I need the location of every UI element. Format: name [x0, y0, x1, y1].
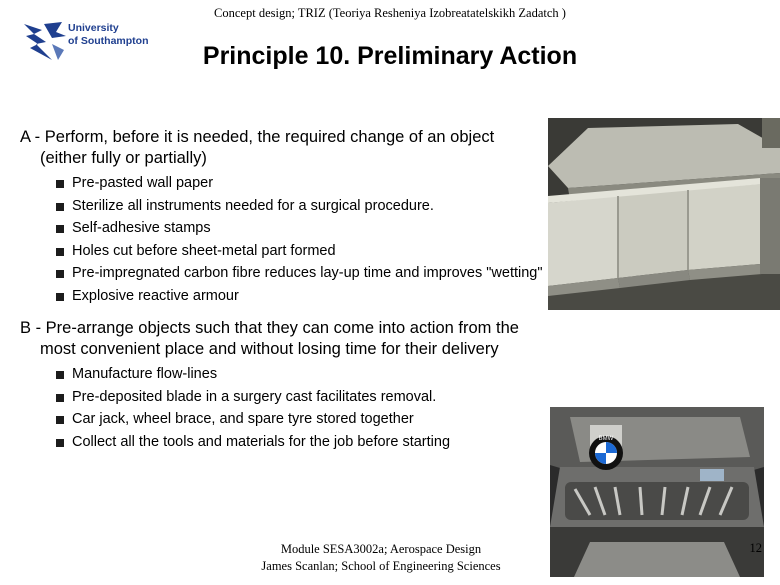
- bullet-square-icon: [56, 180, 64, 188]
- bmw-badge-text: BMW: [598, 436, 614, 442]
- section-b-heading-line2: most convenient place and without losing time for their delivery: [40, 340, 499, 358]
- bullet-square-icon: [56, 203, 64, 211]
- reactive-armour-photo: [548, 118, 780, 310]
- logo-line2: of Southampton: [68, 35, 149, 47]
- section-b-bullets: [56, 363, 450, 453]
- section-a-heading-line1: A - Perform, before it is needed, the required change of an object: [20, 128, 495, 146]
- list-item: Explosive reactive armour: [56, 285, 543, 308]
- footer-module-line2: James Scanlan; School of Engineering Sciences: [261, 559, 501, 573]
- section-a-heading-line2: (either fully or partially): [40, 149, 207, 167]
- list-item: Pre-impregnated carbon fibre reduces lay-up time and improves "wetting": [56, 262, 543, 285]
- list-item: Pre-deposited blade in a surgery cast facilitates removal.: [56, 386, 450, 409]
- bullet-square-icon: [56, 248, 64, 256]
- section-b-heading-line1: B - Pre-arrange objects such that they can come into action from the: [20, 319, 519, 337]
- list-item: Collect all the tools and materials for the job before starting: [56, 431, 450, 454]
- bullet-square-icon: [56, 371, 64, 379]
- footer-module-line1: Module SESA3002a; Aerospace Design: [280, 542, 482, 556]
- section-a-bullets: [56, 172, 543, 308]
- header-title: Concept design; TRIZ (Teoriya Resheniya Izobreatatelskikh Zadatch ): [214, 6, 566, 20]
- list-item: Sterilize all instruments needed for a surgical procedure.: [56, 195, 543, 218]
- page-number: 12: [749, 541, 762, 555]
- list-item: Car jack, wheel brace, and spare tyre stored together: [56, 408, 450, 431]
- bullet-square-icon: [56, 439, 64, 447]
- list-item: Pre-pasted wall paper: [56, 172, 543, 195]
- slide-title: Principle 10. Preliminary Action: [202, 42, 578, 70]
- bullet-square-icon: [56, 293, 64, 301]
- footer-module-info: [236, 541, 526, 575]
- bullet-square-icon: [56, 270, 64, 278]
- list-item: Holes cut before sheet-metal part formed: [56, 240, 543, 263]
- logo-line1: University: [68, 22, 119, 34]
- bullet-square-icon: [56, 416, 64, 424]
- list-item: Manufacture flow-lines: [56, 363, 450, 386]
- section-b-heading: [20, 318, 519, 360]
- section-a-heading: [20, 127, 494, 169]
- bullet-square-icon: [56, 225, 64, 233]
- bmw-trunk-toolkit-photo: [550, 407, 764, 577]
- bullet-square-icon: [56, 394, 64, 402]
- list-item: Self-adhesive stamps: [56, 217, 543, 240]
